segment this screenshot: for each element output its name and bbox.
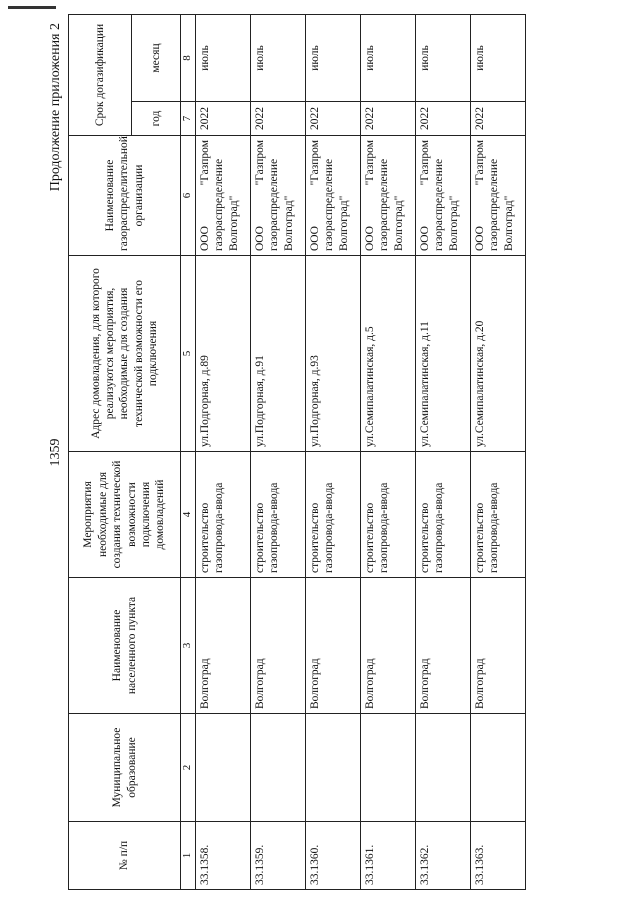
page-number: 1359	[48, 438, 63, 467]
row-org: ООО "Газпром газораспределение Волгоград"	[305, 136, 360, 256]
column-number: 2	[181, 714, 196, 822]
row-number: 33.1361.	[360, 822, 415, 890]
header-year: год	[132, 102, 181, 136]
row-year: 2022	[360, 102, 415, 136]
header-month: месяц	[132, 15, 181, 102]
row-month: июль	[250, 15, 305, 102]
column-number: 4	[181, 452, 196, 578]
row-municipality	[360, 714, 415, 822]
column-number: 3	[181, 578, 196, 714]
row-municipality	[470, 714, 525, 822]
row-org: ООО "Газпром газораспределение Волгоград"	[195, 136, 250, 256]
row-address: ул.Семипалатинская, д.5	[360, 256, 415, 452]
row-month: июль	[415, 15, 470, 102]
corner-mark	[8, 6, 56, 9]
row-month: июль	[195, 15, 250, 102]
row-month: июль	[470, 15, 525, 102]
row-work: строительство газопровода-ввода	[305, 452, 360, 578]
row-work: строительство газопровода-ввода	[250, 452, 305, 578]
table-row	[250, 15, 305, 890]
row-municipality	[250, 714, 305, 822]
row-municipality	[305, 714, 360, 822]
row-address: ул.Подгорная, д.91	[250, 256, 305, 452]
row-municipality	[415, 714, 470, 822]
row-settlement: Волгоград	[415, 578, 470, 714]
header-municipality: Муниципальное образование	[69, 714, 181, 822]
row-year: 2022	[250, 102, 305, 136]
row-number: 33.1362.	[415, 822, 470, 890]
row-settlement: Волгоград	[360, 578, 415, 714]
header-deadline: Срок догазификации	[69, 15, 132, 136]
table-row	[195, 15, 250, 890]
row-work: строительство газопровода-ввода	[360, 452, 415, 578]
row-number: 33.1360.	[305, 822, 360, 890]
header-num: № п/п	[69, 822, 181, 890]
row-number: 33.1359.	[250, 822, 305, 890]
row-settlement: Волгоград	[470, 578, 525, 714]
header-work: Мероприятия необходимые для создания технической возможности подключения домовладений	[69, 452, 181, 578]
row-address: ул.Подгорная, д.93	[305, 256, 360, 452]
gasification-table	[68, 14, 526, 890]
row-month: июль	[305, 15, 360, 102]
row-address: ул.Подгорная, д.89	[195, 256, 250, 452]
row-month: июль	[360, 15, 415, 102]
row-work: строительство газопровода-ввода	[195, 452, 250, 578]
row-year: 2022	[195, 102, 250, 136]
column-number: 6	[181, 136, 196, 256]
appendix-label: Продолжение приложения 2	[48, 23, 63, 192]
row-municipality	[195, 714, 250, 822]
row-org: ООО "Газпром газораспределение Волгоград"	[470, 136, 525, 256]
row-year: 2022	[470, 102, 525, 136]
header-address: Адрес домовладения, для которого реализуются мероприятия, необходимые для создания технической возможности его подключения	[69, 256, 181, 452]
column-number: 7	[181, 102, 196, 136]
header-settlement: Наименование населенного пункта	[69, 578, 181, 714]
row-address: ул.Семипалатинская, д.11	[415, 256, 470, 452]
column-number: 1	[181, 822, 196, 890]
row-settlement: Волгоград	[305, 578, 360, 714]
column-number: 5	[181, 256, 196, 452]
row-org: ООО "Газпром газораспределение Волгоград"	[360, 136, 415, 256]
column-number: 8	[181, 15, 196, 102]
row-year: 2022	[305, 102, 360, 136]
row-work: строительство газопровода-ввода	[470, 452, 525, 578]
table-row	[415, 15, 470, 890]
table-row	[305, 15, 360, 890]
row-org: ООО "Газпром газораспределение Волгоград"	[415, 136, 470, 256]
row-settlement: Волгоград	[195, 578, 250, 714]
row-org: ООО "Газпром газораспределение Волгоград"	[250, 136, 305, 256]
header-org: Наименование газораспределительной организации	[69, 136, 181, 256]
row-year: 2022	[415, 102, 470, 136]
table-row	[470, 15, 525, 890]
row-address: ул.Семипалатинская, д.20	[470, 256, 525, 452]
row-number: 33.1363.	[470, 822, 525, 890]
row-work: строительство газопровода-ввода	[415, 452, 470, 578]
row-settlement: Волгоград	[250, 578, 305, 714]
rotated-page	[46, 15, 626, 890]
table-row	[360, 15, 415, 890]
column-number-row	[181, 15, 196, 890]
row-number: 33.1358.	[195, 822, 250, 890]
header-row	[69, 15, 132, 890]
